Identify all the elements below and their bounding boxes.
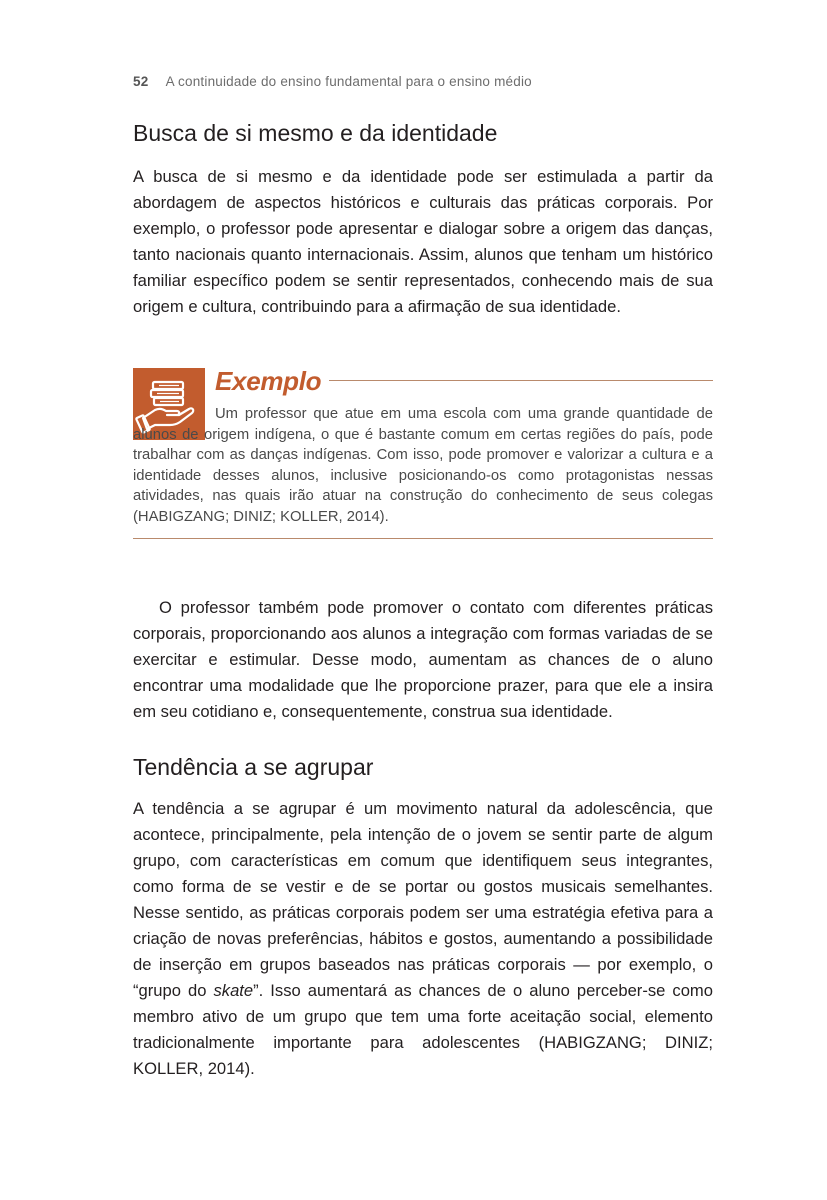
running-header	[133, 74, 532, 89]
example-box	[133, 368, 713, 540]
italic-term-skate: skate	[213, 981, 254, 1000]
running-title: A continuidade do ensino fundamental para o ensino médio	[165, 74, 532, 89]
section-title-grouping: Tendência a se agrupar	[133, 754, 374, 780]
example-bottom-divider	[133, 538, 713, 539]
example-top-divider	[329, 380, 713, 381]
paragraph-practices: O professor também pode promover o contato com diferentes práticas corporais, proporcionando aos alunos a integração com formas variadas de se exercitar e estimular. Desse modo, aumentam as chances de o aluno encontrar uma modalidade que lhe proporcione prazer, para que ele a insira em seu cotidiano e, consequentemente, construa sua identidade.	[133, 598, 713, 721]
example-text: Um professor que atue em uma escola com uma grande quantidade de alunos de origem indígena, o que é bastante comum em certas regiões do país, pode trabalhar com as danças indígenas. Com isso, pode promover e valorizar a cultura e a identidade desses alunos, inclusive posicionando-os como protagonistas nessas atividades, nas quais irão atuar na construção do conhecimento de seus colegas (HABIGZANG; DINIZ; KOLLER, 2014).	[133, 406, 713, 525]
page-number: 52	[133, 74, 149, 89]
paragraph-identity: A busca de si mesmo e da identidade pode ser estimulada a partir da abordagem de aspectos históricos e culturais das práticas corporais. Por exemplo, o professor pode apresentar e dialogar sobre a origem das danças, tanto nacionais quanto internacionais. Assim, alunos que tenham um histórico familiar específico podem se sentir representados, conhecendo mais de sua origem e cultura, contribuindo para a afirmação de sua identidade.	[133, 167, 713, 316]
paragraph-grouping-part1: A tendência a se agrupar é um movimento natural da adolescência, que acontece, principalmente, pela intenção de o jovem se sentir parte de algum grupo, com características em comum que identifiquem seus integrantes, como forma de se vestir e de se portar ou gostos musicais semelhantes. Nesse sentido, as práticas corporais podem ser uma estratégia efetiva para a criação de novas preferências, hábitos e gostos, aumentando a possibilidade de inserção em grupos baseados nas práticas corporais — por exemplo, o “grupo do	[133, 799, 713, 1000]
section-title-identity: Busca de si mesmo e da identidade	[133, 120, 498, 146]
example-title: Exemplo	[215, 366, 322, 396]
paragraph-grouping-part2: ”. Isso aumentará as chances de o aluno perceber-se como membro ativo de um grupo que tem uma forte aceitação social, elemento tradicionalmente importante para adolescentes (HABIGZANG; DINIZ; KOLLER, 2014).	[133, 981, 713, 1078]
paragraph-grouping	[133, 796, 713, 1082]
